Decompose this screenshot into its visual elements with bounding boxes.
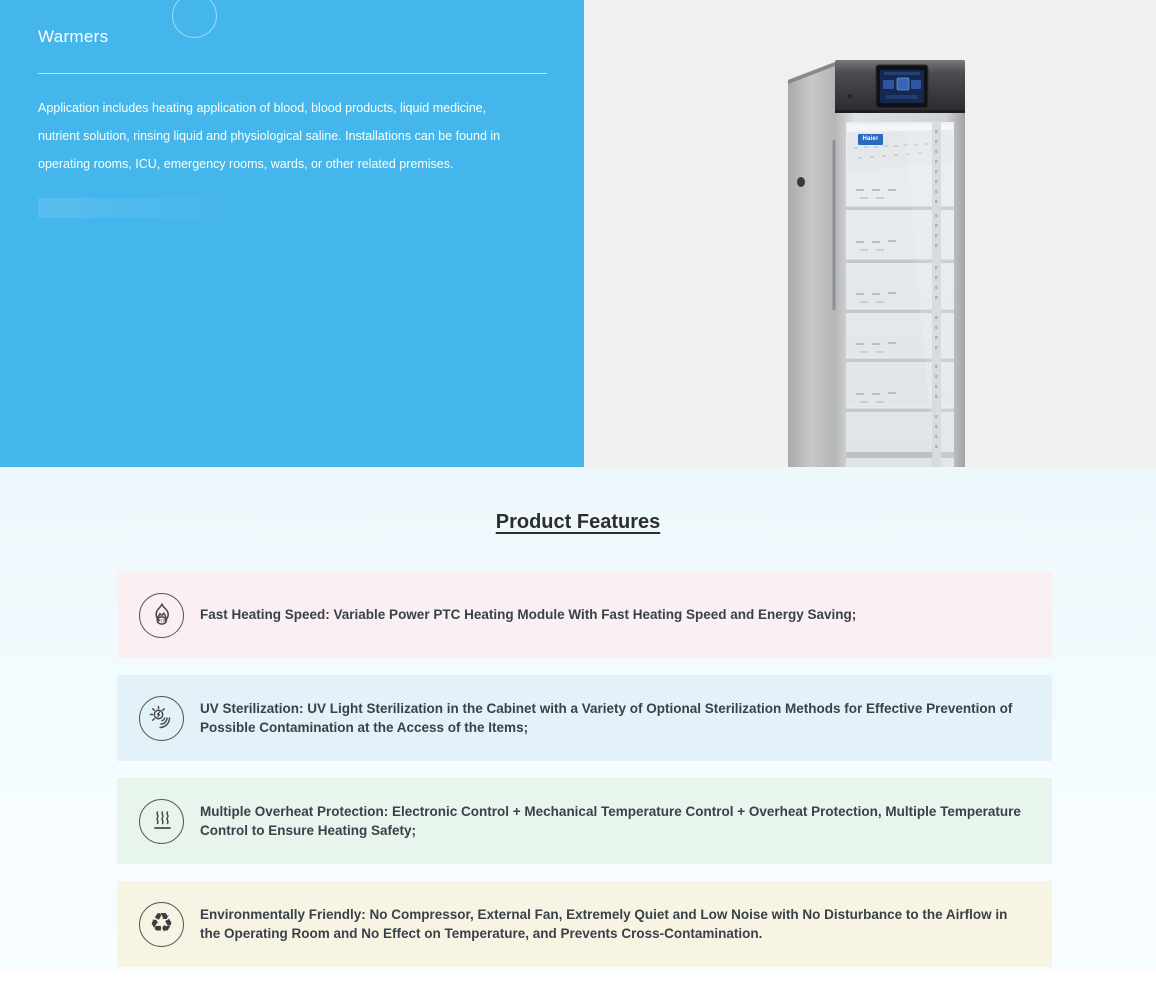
haier-logo: Haier (858, 134, 883, 145)
divider (38, 73, 547, 74)
ptc-flame-icon (139, 593, 184, 638)
heat-waves-icon (139, 799, 184, 844)
feature-card-environmentally-friendly (117, 881, 1052, 967)
decorative-circle (172, 0, 217, 38)
hero-section (0, 0, 1156, 467)
product-features-section (0, 467, 1156, 970)
feature-card-uv-sterilization (117, 675, 1052, 761)
svg-text:PTC: PTC (157, 618, 166, 624)
feature-text: Fast Heating Speed: Variable Power PTC Heating Module With Fast Heating Speed and Energy Saving; (200, 607, 857, 623)
warmers-intro-panel (0, 0, 584, 467)
uv-lamp-icon (139, 696, 184, 741)
warming-cabinet-illustration (784, 52, 969, 467)
feature-text: UV Sterilization: UV Light Sterilization in the Cabinet with a Variety of Optional Sterilization Methods for Effective Prevention of Possible Contamination at the Access of the Items; (200, 700, 1013, 735)
feature-text: Environmentally Friendly: No Compressor, External Fan, Extremely Quiet and Low Noise with No Disturbance to the Airflow in the Operating Room and No Effect on Temperature, and Prevents Cross-Contamination. (200, 906, 1008, 941)
feature-card-fast-heating (117, 572, 1052, 658)
feature-card-overheat-protection (117, 778, 1052, 864)
feature-text: Multiple Overheat Protection: Electronic Control + Mechanical Temperature Control + Overheat Protection, Multiple Temperature Control to Ensure Heating Safety; (200, 803, 1021, 838)
product-image-area (584, 0, 1156, 467)
faint-watermark (38, 198, 238, 218)
features-heading: Product Features (495, 511, 661, 533)
page-title: Warmers (38, 27, 109, 46)
feature-card-list (117, 572, 1052, 984)
product-image (784, 52, 969, 467)
hero-description: Application includes heating application of blood, blood products, liquid medicine, nutrient solution, rinsing liquid and physiological saline. Installations can be found in operating rooms, ICU, emergency rooms, wards, or other related premises. (38, 101, 501, 171)
recycle-icon: ♻ (139, 902, 184, 947)
